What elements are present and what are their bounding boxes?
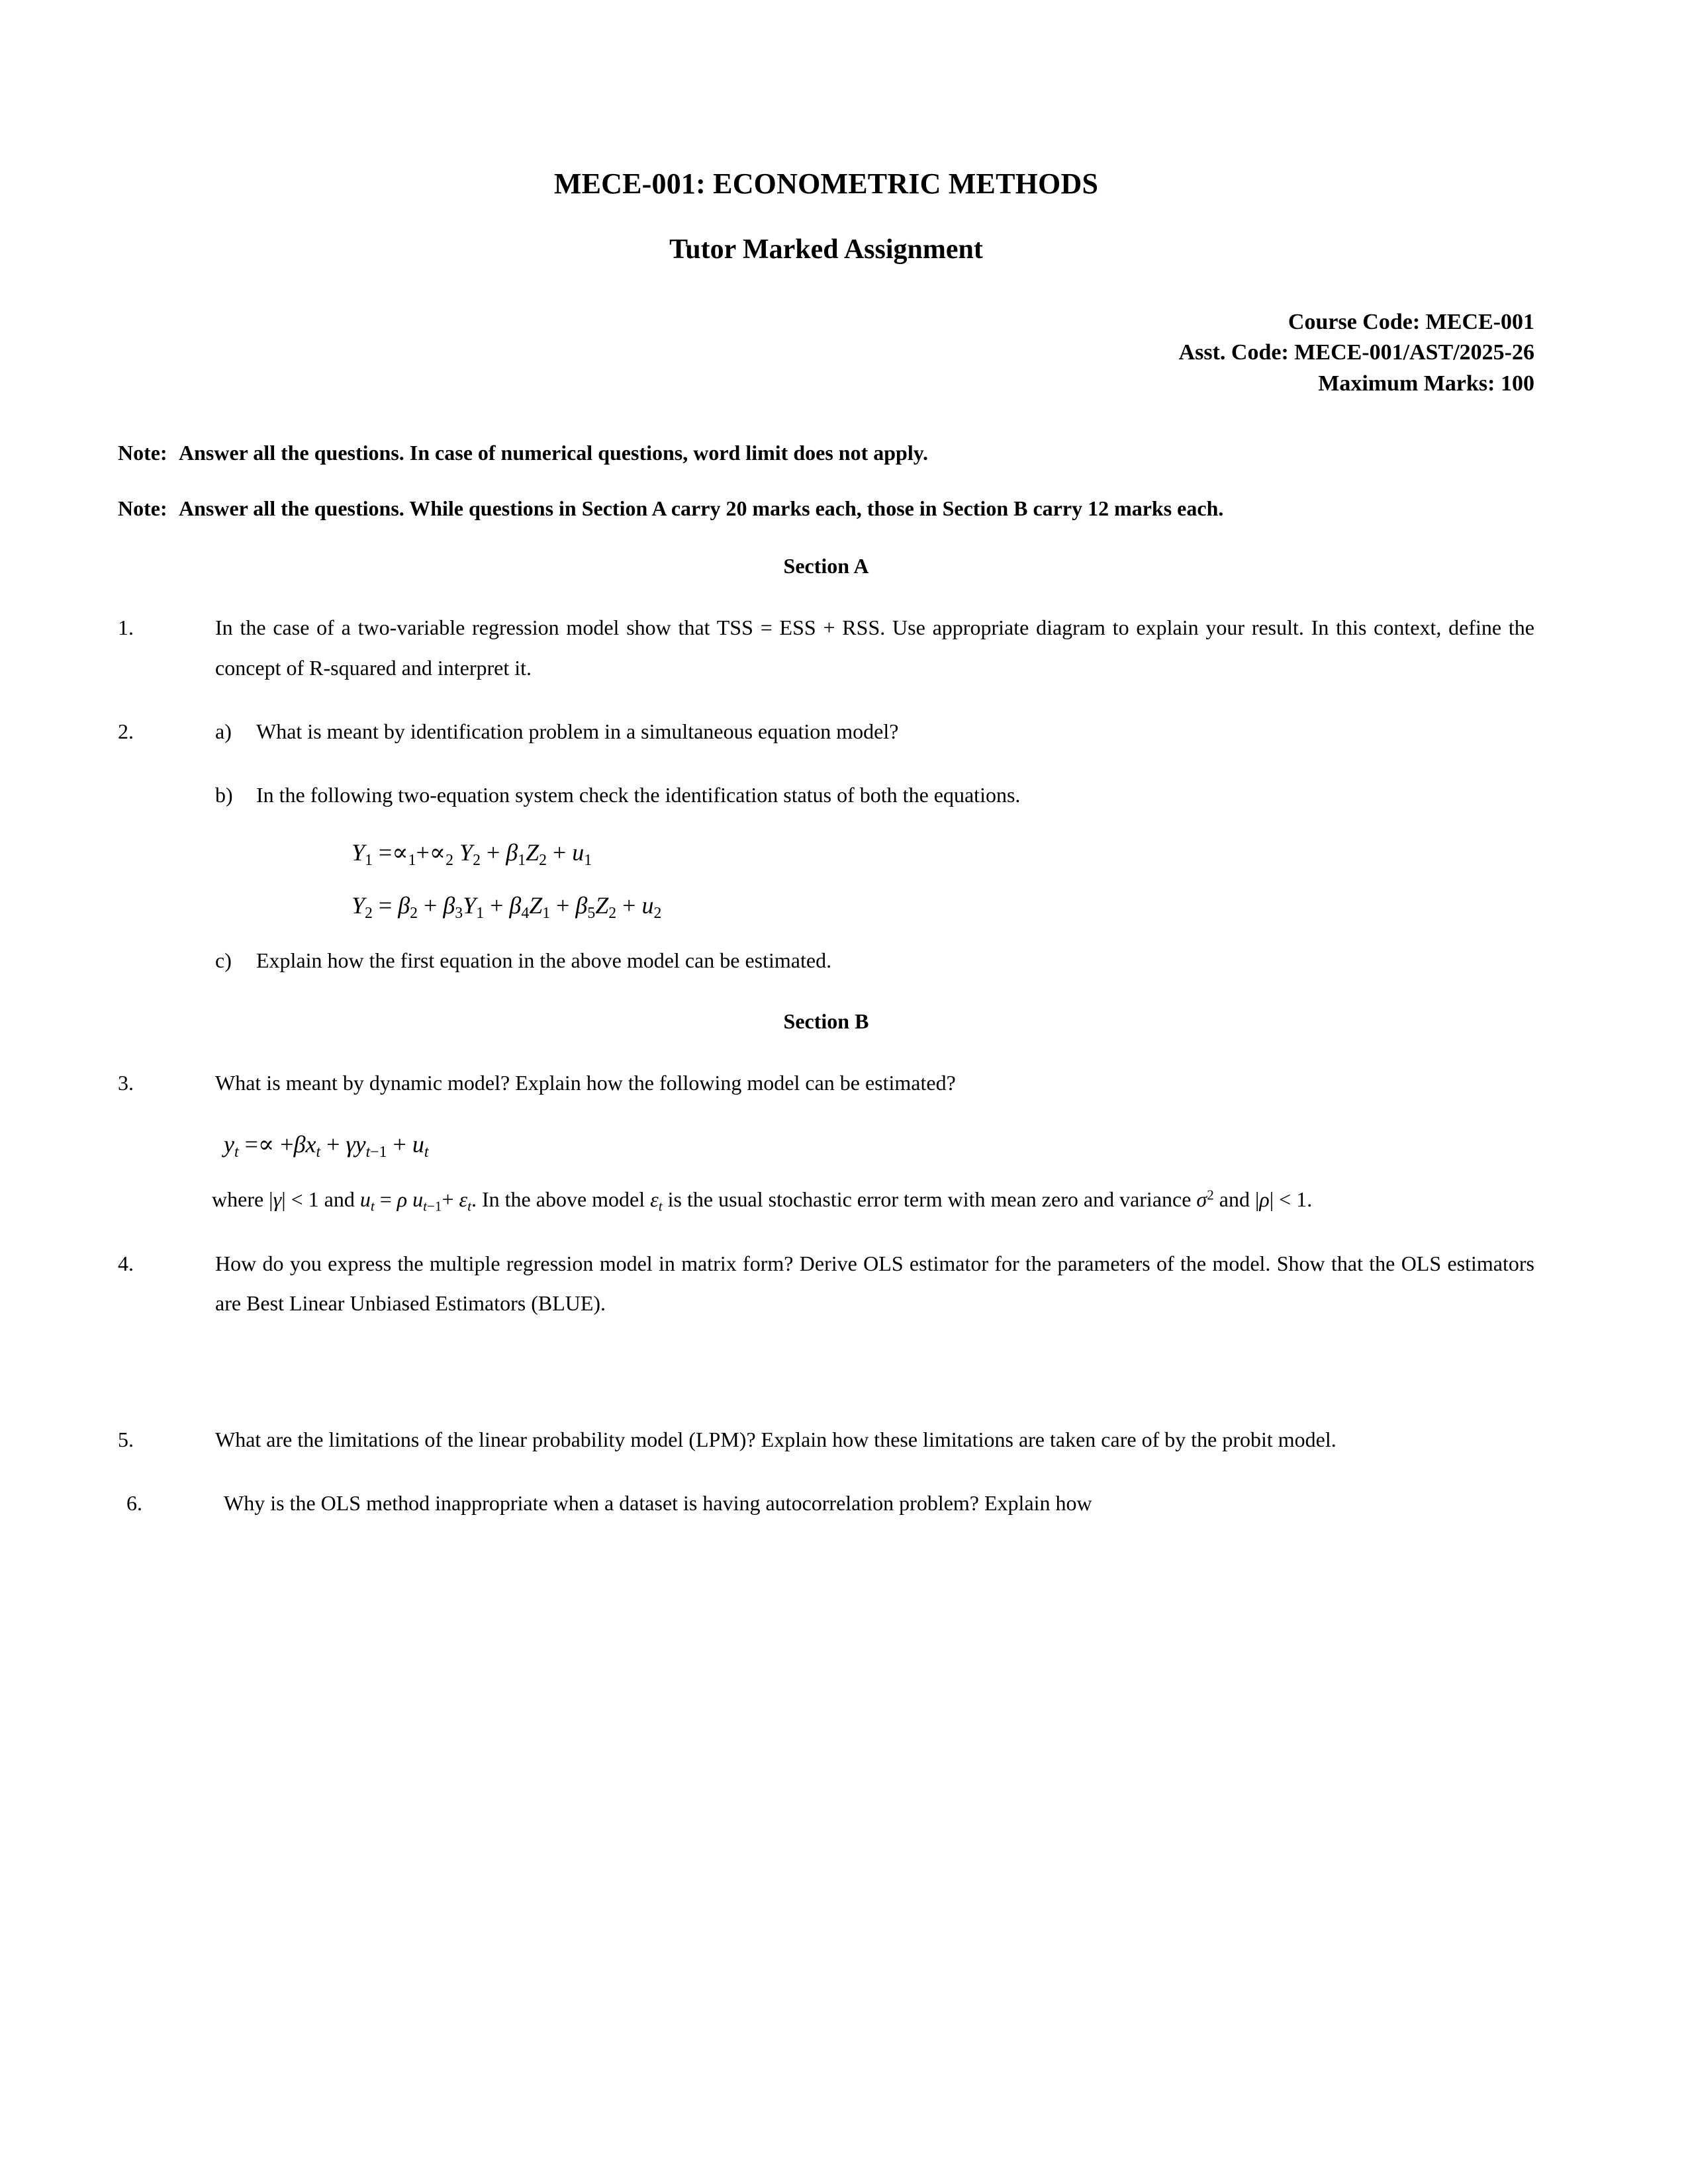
where-join-1: and: [318, 1187, 360, 1212]
question-6: [118, 1483, 1534, 1523]
note-line-1: [118, 437, 1534, 470]
note-label-2: Note:: [118, 496, 167, 520]
note-text-1: Answer all the questions. In case of numerical questions, word limit does not apply.: [179, 441, 928, 465]
question-4: [118, 1244, 1534, 1323]
equation-y1: $Y_1 =\propto_1+\propto_2$ $Y_2 + \beta_1Z_2 + u_1$: [352, 839, 592, 870]
equation-dynamic-model: $y_t =\propto +\beta x_t + \gamma y_{t-1} + u_t$: [224, 1131, 429, 1161]
question-3: [118, 1063, 1534, 1103]
question-6-number: 6.: [126, 1490, 142, 1515]
question-1-number: 1.: [118, 615, 134, 640]
question-2-number: 2.: [118, 719, 134, 743]
course-code: Course Code: MECE-001: [1288, 309, 1534, 334]
question-2-sub-b-label: b): [215, 782, 233, 807]
note-label-1: Note:: [118, 441, 167, 465]
where-join-4: and: [1213, 1187, 1255, 1212]
question-2-sub-b: [215, 775, 1534, 815]
page-title: MECE-001: ECONOMETRIC METHODS: [553, 167, 1099, 200]
question-1-text: In the case of a two-variable regression model show that TSS = ESS + RSS. Use appropriate diagram to explain your result. In this context, define the concept of R-squared and interpret it.: [215, 615, 1534, 680]
question-2-sub-c-label: c): [215, 948, 232, 973]
where-prefix: where: [212, 1187, 269, 1212]
question-2-sub-c: [215, 940, 1534, 980]
question-5-number: 5.: [118, 1427, 134, 1451]
equation-y2: $Y_2 = \beta_2 + \beta_3Y_1 + \beta_4Z_1 + \beta_5Z_2 + u_2$: [352, 892, 662, 923]
question-2: [118, 711, 1534, 751]
where-suffix: .: [1307, 1187, 1313, 1212]
question-6-text: Why is the OLS method inappropriate when a dataset is having autocorrelation problem? Explain how: [224, 1490, 1092, 1515]
question-5-text: What are the limitations of the linear probability model (LPM)? Explain how these limitations are taken care of by the probit model.: [215, 1427, 1336, 1451]
question-5: [118, 1420, 1534, 1459]
page-subtitle: Tutor Marked Assignment: [669, 234, 983, 265]
maximum-marks: Maximum Marks: 100: [1318, 371, 1534, 396]
question-4-number: 4.: [118, 1251, 134, 1275]
question-2-sub-b-text: In the following two-equation system check the identification status of both the equations.: [256, 782, 1021, 807]
section-a-heading: Section A: [783, 554, 869, 578]
question-2-sub-a-text: What is meant by identification problem in a simultaneous equation model?: [256, 719, 899, 743]
question-3-text: What is meant by dynamic model? Explain how the following model can be estimated?: [215, 1071, 956, 1095]
assignment-code: Asst. Code: MECE-001/AST/2025-26: [1178, 340, 1534, 365]
where-join-3: is the usual stochastic error term with mean zero and variance: [662, 1187, 1197, 1212]
question-2-sub-a: [215, 711, 1534, 751]
where-join-2: . In the above model: [471, 1187, 651, 1212]
note-text-2: Answer all the questions. While questions in Section A carry 20 marks each, those in Section B carry 12 marks each.: [179, 496, 1224, 520]
question-3-where-clause: where |γ| < 1 and $u_t = \rho$ $u_{t-1}+ \varepsilon_t$. In the above model $\varepsilon_t$ is the usual stochastic error term with mean zero and variance $\sigma^2$ and |ρ| < 1.: [212, 1187, 1313, 1214]
question-2-sub-a-label: a): [215, 719, 232, 743]
section-b-heading: Section B: [783, 1009, 869, 1034]
question-4-text: How do you express the multiple regression model in matrix form? Derive OLS estimator for the parameters of the model. Show that the OLS estimators are Best Linear Unbiased Estimators (BLUE).: [215, 1251, 1534, 1315]
note-line-2: [118, 492, 1534, 525]
course-meta-block: [118, 307, 1534, 400]
question-2-body: [215, 775, 1534, 980]
question-3-number: 3.: [118, 1071, 134, 1095]
vertical-gap: [118, 1347, 1534, 1420]
question-2-sub-c-text: Explain how the first equation in the above model can be estimated.: [256, 948, 832, 973]
question-1: [118, 608, 1534, 687]
